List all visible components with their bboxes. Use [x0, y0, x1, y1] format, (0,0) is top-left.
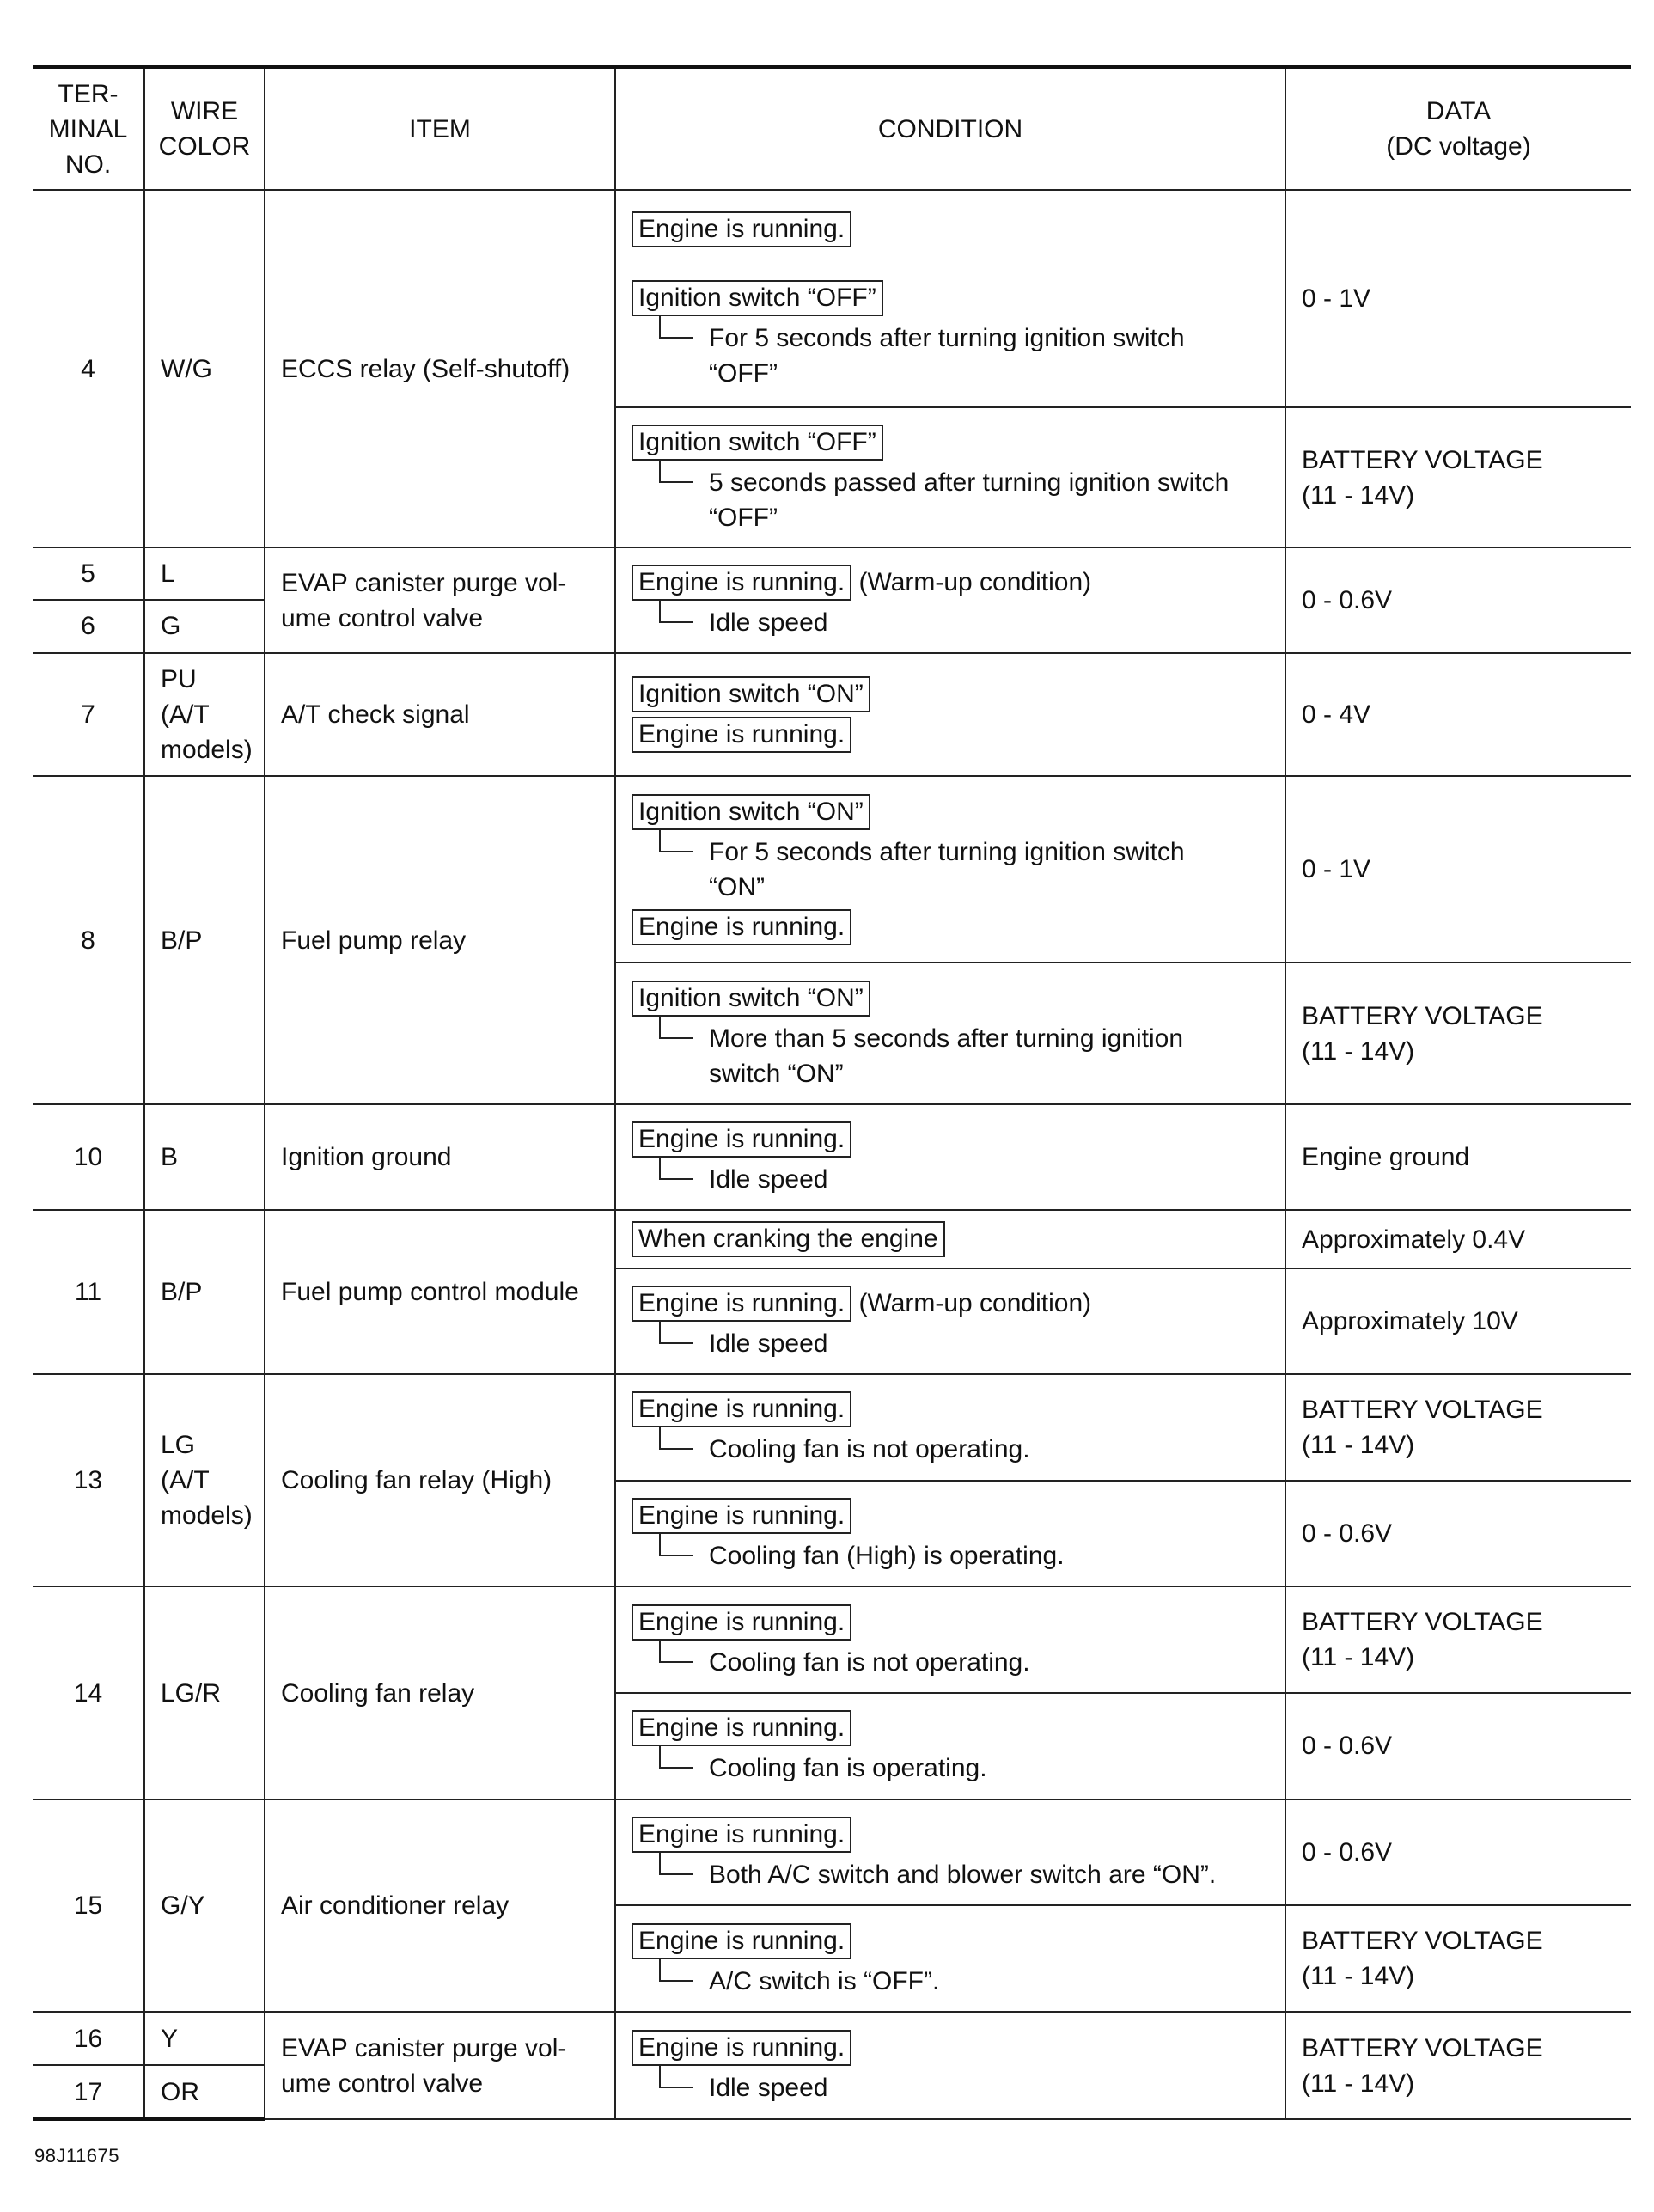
- data-value: Approximately 10V: [1285, 1268, 1631, 1374]
- condition: [615, 1210, 1285, 1268]
- condition-line: [632, 1286, 1269, 1322]
- condition-box: Engine is running.: [632, 1817, 851, 1853]
- terminal-no: 14: [33, 1586, 144, 1799]
- condition-line: [632, 1121, 1269, 1158]
- terminal-no: 17: [33, 2065, 144, 2119]
- condition: [615, 1481, 1285, 1587]
- data-value: BATTERY VOLTAGE (11 - 14V): [1285, 407, 1631, 547]
- condition-line: [632, 909, 1269, 945]
- header-wire-color: WIRE COLOR: [144, 67, 265, 190]
- condition-sub: Idle speed: [632, 605, 1269, 640]
- item: Ignition ground: [265, 1104, 615, 1210]
- data-value: BATTERY VOLTAGE (11 - 14V): [1285, 1586, 1631, 1693]
- table-row: [33, 1210, 1631, 1268]
- terminal-no: 16: [33, 2012, 144, 2065]
- wire-color: B/P: [144, 1210, 265, 1374]
- condition-note: (Warm-up condition): [851, 1289, 1092, 1318]
- terminal-no: 13: [33, 1374, 144, 1586]
- condition: [615, 653, 1285, 776]
- data-value: 0 - 0.6V: [1285, 547, 1631, 653]
- condition-line: [632, 1710, 1269, 1746]
- table-row: [33, 1800, 1631, 1906]
- condition-box: Engine is running.: [632, 1923, 851, 1959]
- table-row: [33, 1374, 1631, 1481]
- terminal-no: 8: [33, 776, 144, 1104]
- condition: [615, 1905, 1285, 2012]
- condition-line: [632, 280, 1269, 316]
- wire-color: LG (A/T models): [144, 1374, 265, 1586]
- condition-box: Engine is running.: [632, 1498, 851, 1534]
- condition: [615, 776, 1285, 962]
- condition-box: Engine is running.: [632, 1391, 851, 1427]
- table-row: [33, 776, 1631, 962]
- wire-color: B: [144, 1104, 265, 1210]
- terminal-no: 7: [33, 653, 144, 776]
- terminal-no: 15: [33, 1800, 144, 2012]
- wire-color: PU (A/T models): [144, 653, 265, 776]
- item: ECCS relay (Self-shutoff): [265, 190, 615, 547]
- wire-color: OR: [144, 2065, 265, 2119]
- wire-color: G: [144, 600, 265, 653]
- condition: [615, 1268, 1285, 1374]
- header-terminal-no: TER- MINAL NO.: [33, 67, 144, 190]
- condition-sub: A/C switch is “OFF”.: [632, 1964, 1269, 1999]
- table-row: [33, 653, 1631, 776]
- wire-color: L: [144, 547, 265, 599]
- item: EVAP canister purge vol- ume control valve: [265, 547, 615, 653]
- condition-box: Engine is running.: [632, 1604, 851, 1641]
- data-value: Engine ground: [1285, 1104, 1631, 1210]
- condition-sub: Idle speed: [632, 1162, 1269, 1197]
- condition-sub: Cooling fan (High) is operating.: [632, 1538, 1269, 1573]
- condition-box: Engine is running.: [632, 909, 851, 945]
- condition: [615, 1800, 1285, 1906]
- condition-line: [632, 794, 1269, 830]
- terminal-no: 4: [33, 190, 144, 547]
- condition-line: [632, 717, 1269, 753]
- condition-line: [632, 1391, 1269, 1427]
- condition: [615, 1693, 1285, 1800]
- data-value: 0 - 0.6V: [1285, 1693, 1631, 1800]
- condition-note: (Warm-up condition): [851, 568, 1092, 597]
- condition-line: [632, 1498, 1269, 1534]
- condition: [615, 407, 1285, 547]
- figure-id: 98J11675: [34, 2145, 120, 2166]
- condition: [615, 547, 1285, 653]
- data-value: BATTERY VOLTAGE (11 - 14V): [1285, 1374, 1631, 1481]
- data-value: 0 - 0.6V: [1285, 1481, 1631, 1587]
- data-value: 0 - 0.6V: [1285, 1800, 1631, 1906]
- condition-box: Ignition switch “ON”: [632, 794, 870, 830]
- condition-box: Engine is running.: [632, 1710, 851, 1746]
- condition-line: [632, 1923, 1269, 1959]
- wire-color: Y: [144, 2012, 265, 2065]
- condition-sub: More than 5 seconds after turning ignition switch “ON”: [632, 1021, 1269, 1091]
- item: Fuel pump control module: [265, 1210, 615, 1374]
- condition-box: Engine is running.: [632, 1286, 851, 1322]
- condition-line: [632, 1604, 1269, 1641]
- condition-sub: Cooling fan is not operating.: [632, 1432, 1269, 1467]
- table-row: [33, 1586, 1631, 1693]
- condition-sub: Idle speed: [632, 1326, 1269, 1361]
- condition-line: [632, 981, 1269, 1017]
- condition: [615, 1374, 1285, 1481]
- condition-box: When cranking the engine: [632, 1221, 945, 1257]
- wire-color: W/G: [144, 190, 265, 547]
- condition-line: [632, 565, 1269, 601]
- data-value: 0 - 1V: [1285, 776, 1631, 962]
- terminal-no: 11: [33, 1210, 144, 1374]
- header-item: ITEM: [265, 67, 615, 190]
- condition-box: Engine is running.: [632, 211, 851, 247]
- table-row: [33, 2012, 1631, 2065]
- condition-box: Engine is running.: [632, 2030, 851, 2066]
- item: Air conditioner relay: [265, 1800, 615, 2012]
- item: EVAP canister purge vol- ume control valve: [265, 2012, 615, 2119]
- data-value: 0 - 1V: [1285, 190, 1631, 407]
- condition-box: Engine is running.: [632, 565, 851, 601]
- condition: [615, 1586, 1285, 1693]
- wire-color: B/P: [144, 776, 265, 1104]
- item: Cooling fan relay: [265, 1586, 615, 1799]
- condition-line: [632, 425, 1269, 461]
- data-value: Approximately 0.4V: [1285, 1210, 1631, 1268]
- condition-line: [632, 2030, 1269, 2066]
- data-value: BATTERY VOLTAGE (11 - 14V): [1285, 1905, 1631, 2012]
- condition-box: Ignition switch “ON”: [632, 981, 870, 1017]
- condition: [615, 1104, 1285, 1210]
- header-data: DATA (DC voltage): [1285, 67, 1631, 190]
- item: Cooling fan relay (High): [265, 1374, 615, 1586]
- condition-sub: Cooling fan is not operating.: [632, 1645, 1269, 1680]
- data-value: 0 - 4V: [1285, 653, 1631, 776]
- header-condition: CONDITION: [615, 67, 1285, 190]
- condition: [615, 962, 1285, 1104]
- condition-line: [632, 211, 1269, 247]
- condition-line: [632, 1817, 1269, 1853]
- terminal-no: 5: [33, 547, 144, 599]
- condition-line: [632, 1221, 1269, 1257]
- condition-line: [632, 676, 1269, 712]
- condition: [615, 2012, 1285, 2119]
- data-value: BATTERY VOLTAGE (11 - 14V): [1285, 2012, 1631, 2119]
- terminal-data-table: [33, 65, 1631, 2121]
- terminal-no: 6: [33, 600, 144, 653]
- condition-sub: Cooling fan is operating.: [632, 1751, 1269, 1786]
- item: Fuel pump relay: [265, 776, 615, 1104]
- table-row: [33, 547, 1631, 599]
- condition-sub: For 5 seconds after turning ignition switch “OFF”: [632, 321, 1269, 391]
- terminal-no: 10: [33, 1104, 144, 1210]
- data-value: BATTERY VOLTAGE (11 - 14V): [1285, 962, 1631, 1104]
- condition-sub: 5 seconds passed after turning ignition switch “OFF”: [632, 465, 1269, 535]
- condition-box: Engine is running.: [632, 1121, 851, 1158]
- wire-color: G/Y: [144, 1800, 265, 2012]
- table-row: [33, 1104, 1631, 1210]
- table-row: [33, 190, 1631, 407]
- condition-box: Ignition switch “ON”: [632, 676, 870, 712]
- condition-box: Ignition switch “OFF”: [632, 425, 883, 461]
- condition-box: Ignition switch “OFF”: [632, 280, 883, 316]
- wire-color: LG/R: [144, 1586, 265, 1799]
- condition-box: Engine is running.: [632, 717, 851, 753]
- condition-sub: Both A/C switch and blower switch are “ON”.: [632, 1857, 1269, 1892]
- item: A/T check signal: [265, 653, 615, 776]
- condition-sub: For 5 seconds after turning ignition switch “ON”: [632, 834, 1269, 905]
- condition: [615, 190, 1285, 407]
- condition-sub: Idle speed: [632, 2070, 1269, 2105]
